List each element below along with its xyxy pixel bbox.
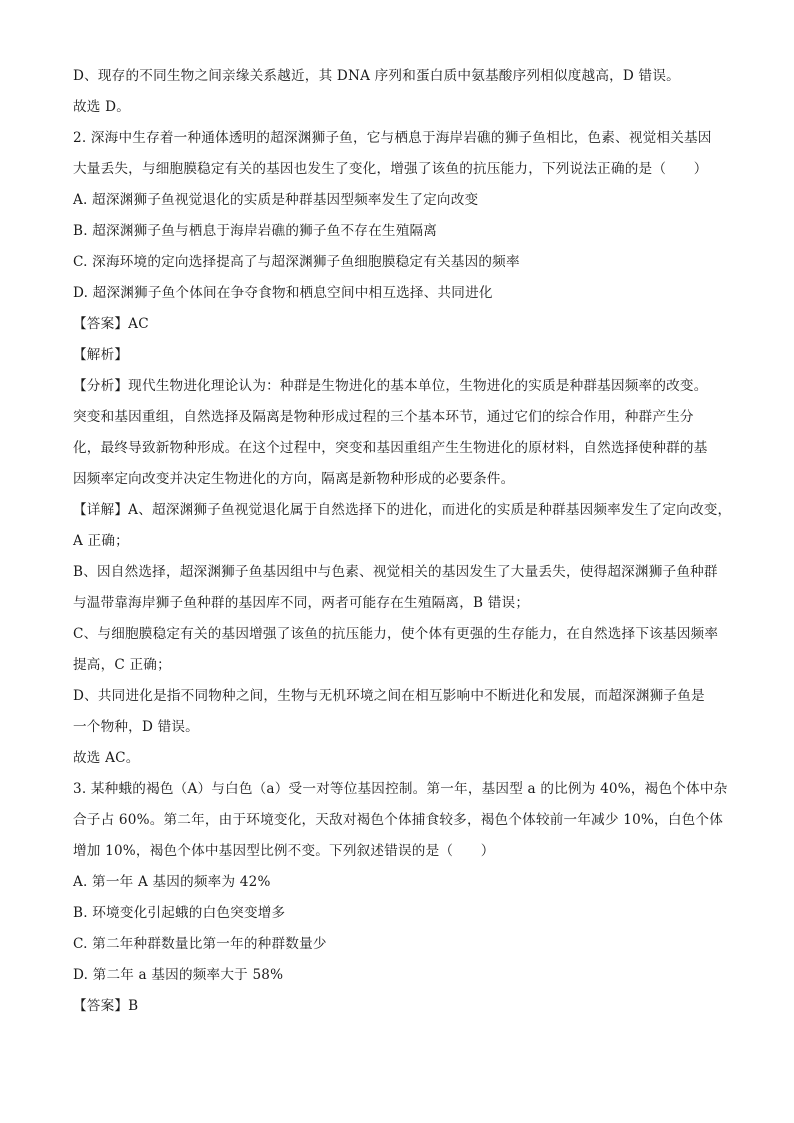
question-2-option-c: C. 深海环境的定向选择提高了与超深渊狮子鱼细胞膜稳定有关基因的频率 [73,254,520,270]
question-2-detail-c-line-1: C、与细胞膜稳定有关的基因增强了该鱼的抗压能力，使个体有更强的生存能力，在自然选择下该基因频率 [73,626,719,642]
question-3-answer: 【答案】B [73,998,139,1014]
question-2-detail-b-line-1: B、因自然选择，超深渊狮子鱼基因组中与色素、视觉相关的基因发生了大量丢失，使得超深渊狮子鱼种群 [73,564,718,580]
question-3-option-c: C. 第二年种群数量比第一年的种群数量少 [73,936,327,952]
question-3-stem-line-2: 合子占 60%。第二年，由于环境变化，天敌对褐色个体捕食较多，褐色个体较前一年减少 10%，白色个体 [73,812,724,828]
question-2-detail-b-line-2: 与温带靠海岸狮子鱼种群的基因库不同，两者可能存在生殖隔离，B 错误； [73,595,530,611]
question-2-analysis-heading: 【解析】 [73,347,129,363]
question-2-answer-choice: 故选 AC。 [73,750,140,766]
previous-answer-choice: 故选 D。 [73,99,131,115]
question-2-detail-d-line-2: 一个物种，D 错误。 [73,719,199,735]
question-3-option-b: B. 环境变化引起蛾的白色突变增多 [73,905,286,921]
question-2-option-a: A. 超深渊狮子鱼视觉退化的实质是种群基因型频率发生了定向改变 [73,192,479,208]
question-2-detail-c-line-2: 提高，C 正确； [73,657,171,673]
question-3-stem-line-1: 3. 某种蛾的褐色（A）与白色（a）受一对等位基因控制。第一年，基因型 a 的比例为 40%，褐色个体中杂 [73,781,728,797]
question-2-analysis-line-3: 化，最终导致新物种形成。在这个过程中，突变和基因重组产生生物进化的原材料，自然选择使种群的基 [73,440,708,456]
question-2-option-b: B. 超深渊狮子鱼与栖息于海岸岩礁的狮子鱼不存在生殖隔离 [73,223,438,239]
question-3-stem-line-3: 增加 10%，褐色个体中基因型比例不变。下列叙述错误的是（ ） [73,843,495,859]
question-2-stem-line-2: 大量丢失，与细胞膜稳定有关的基因也发生了变化，增强了该鱼的抗压能力，下列说法正确的是（ ） [73,161,708,177]
question-2-analysis-line-1: 【分析】现代生物进化理论认为：种群是生物进化的基本单位，生物进化的实质是种群基因频率的改变。 [73,378,708,394]
question-3-option-a: A. 第一年 A 基因的频率为 42% [73,874,271,890]
question-3-option-d: D. 第二年 a 基因的频率大于 58% [73,967,284,983]
question-2-detail-a-line-1: 【详解】A、超深渊狮子鱼视觉退化属于自然选择下的进化，而进化的实质是种群基因频率发生了定向改变， [73,502,732,518]
question-2-analysis-line-4: 因频率定向改变并决定生物进化的方向，隔离是新物种形成的必要条件。 [73,471,515,487]
question-2-option-d: D. 超深渊狮子鱼个体间在争夺食物和栖息空间中相互选择、共同进化 [73,285,493,301]
question-2-answer: 【答案】AC [73,316,149,332]
question-2-detail-d-line-1: D、共同进化是指不同物种之间，生物与无机环境之间在相互影响中不断进化和发展，而超深渊狮子鱼是 [73,688,705,704]
question-2-detail-a-line-2: A 正确； [73,533,129,549]
question-2-analysis-line-2: 突变和基因重组，自然选择及隔离是物种形成过程的三个基本环节，通过它们的综合作用，种群产生分 [73,409,694,425]
question-2-stem-line-1: 2. 深海中生存着一种通体透明的超深渊狮子鱼，它与栖息于海岸岩礁的狮子鱼相比，色素、视觉相关基因 [73,130,712,146]
option-d-explanation-previous: D、现存的不同生物之间亲缘关系越近，其 DNA 序列和蛋白质中氨基酸序列相似度越高，D 错误。 [73,68,680,84]
